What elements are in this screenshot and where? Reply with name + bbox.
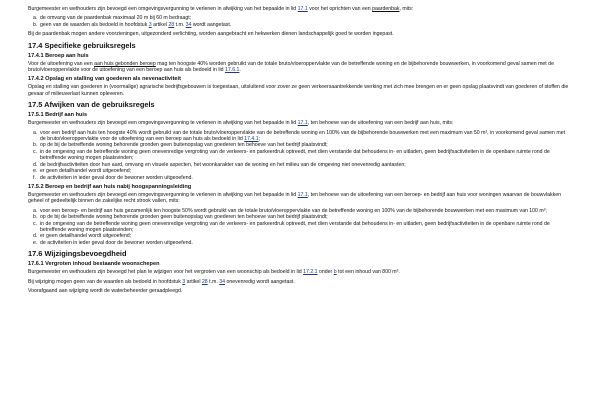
list-marker: b.	[33, 21, 38, 28]
list-marker: a.	[33, 129, 38, 136]
chapter-link[interactable]: 3	[182, 278, 186, 285]
list-text: in de omgeving van de betreffende woning geen onevenredige vergroting van de verkeers- en parkeerdruk optreedt, met dien verstande dat behoudens in- en uitladen, geen bedrijfsactiviteiten in de openbare ruimte rond de betreffende woning mogen plaatsvinden;	[40, 148, 550, 162]
list-text: de activiteiten in ieder geval door de bewoner worden uitgeoefend.	[40, 174, 193, 181]
conditions-list	[28, 15, 570, 28]
section-heading: 17.4 Specifieke gebruiksregels	[28, 40, 136, 50]
text-run: Burgemeester en wethouders zijn bevoegd een omgevingsvergunning te verlenen in afwijking van het bepaalde in lid	[28, 191, 298, 198]
text-run: t.m.	[207, 278, 220, 285]
paragraph: Voorafgaand aan wijziging wordt de waterbeheerder geraadpleegd.	[28, 287, 183, 294]
article-link[interactable]: 17.4.1	[244, 136, 259, 143]
section-heading: 17.6 Wijzigingsbevoegdheid	[28, 249, 127, 259]
subsection-heading: 17.4.2 Opslag en stalling van goederen als nevenactiviteit	[28, 76, 181, 83]
text-run: geen van de waarden als bedoeld in hoofdstuk	[40, 21, 149, 28]
list-text	[40, 130, 570, 143]
text-run: wordt aangetast.	[191, 21, 232, 28]
text-run: .	[239, 67, 241, 74]
list-marker: d.	[33, 233, 38, 240]
list-item	[28, 221, 570, 234]
article-link[interactable]: 28	[201, 278, 208, 285]
text-run: onder	[317, 269, 334, 276]
text-run: mag ten hoogste 40% worden gebruikt van de totale bruto/vloeroppervlakte van de betreffende woning en de bijbehorende bouwwerken, in voorkomend geval samen met de bruto/vloeroppervlakte voor de uitoefening van een beroep aan huis als bedoeld in lid	[28, 60, 554, 74]
text-run: ;	[258, 136, 261, 143]
list-marker: c.	[33, 148, 38, 155]
paragraph	[28, 269, 570, 275]
list-marker: b.	[33, 142, 38, 149]
defined-term: paardenbak	[372, 6, 400, 12]
defined-term: aan huis gebonden beroep	[94, 60, 156, 67]
text-run: tot een inhoud van 800 m³.	[336, 269, 400, 276]
list-marker: e.	[33, 168, 38, 175]
article-link[interactable]: 17.6.1	[224, 67, 240, 74]
chapter-link[interactable]: 3	[148, 21, 152, 28]
subsection-heading: 17.4.1 Beroep aan huis	[28, 52, 89, 59]
text-run: Bij wijziging mogen geen van de waarden als bedoeld in hoofdstuk	[28, 278, 183, 285]
text-run: artikel	[151, 21, 169, 28]
list-text: voor een beroep- en bedrijf aan huis gezamenlijk ten hoogste 50% wordt gebruikt van de totale bruto/vloeroppervlakte van de betreffende woning en 100% van de bijbehorende bouwwerken met een maximum van 100 m²;	[40, 207, 547, 214]
list-marker: b.	[33, 214, 38, 221]
list-marker: f.	[33, 174, 36, 181]
text-run: Burgemeester en wethouders zijn bevoegd een omgevingsvergunning te verlenen in afwijking van het bepaalde in lid	[28, 6, 298, 12]
text-run: t.m.	[174, 21, 186, 28]
list-text: er geen detailhandel wordt uitgeoefend;	[40, 233, 132, 240]
list-item	[28, 175, 570, 181]
conditions-list	[28, 130, 570, 181]
subsection-heading: 17.5.2 Beroep en bedrijf aan huis nabij hoogspanningsleiding	[28, 183, 192, 190]
paragraph	[28, 61, 570, 74]
list-marker: d.	[33, 161, 38, 168]
list-item	[28, 22, 570, 28]
paragraph	[28, 279, 570, 285]
article-link[interactable]: 28	[168, 21, 175, 28]
text-run: artikel	[185, 278, 202, 285]
article-link[interactable]: 17.2.1	[303, 269, 318, 276]
article-link[interactable]: 34	[185, 21, 192, 28]
paragraph	[28, 120, 570, 126]
text-run: , ten behoeve van de uitoefening van een bedrijf aan huis, mits:	[307, 120, 454, 127]
intro-paragraph	[28, 6, 570, 12]
article-link[interactable]: 17.1	[297, 191, 308, 198]
list-text: de activiteiten in ieder geval door de bewoner worden uitgeoefend.	[40, 239, 193, 246]
subsection-heading: 17.5.1 Bedrijf aan huis	[28, 112, 88, 119]
list-item	[28, 149, 570, 162]
list-text: op de bij de betreffende woning behorende gronden geen buitenopslag van goederen ten behoeve van het bedrijf plaatsvindt;	[40, 214, 328, 221]
list-text: er geen detailhandel wordt uitgeoefend;	[40, 168, 132, 175]
text-run: voor een bedrijf aan huis ten hoogste 40% wordt gebruikt van de totale bruto/vloeroppervlakte van de betreffende woning en 100% van de bijbehorende bouwwerken met een maximum van 50 m², in voorkomend geval samen met de bruto/vloeroppervlakte voor de uitoefening van een beroep aan huis als bedoeld in lid	[40, 129, 566, 143]
list-marker: a.	[33, 15, 38, 22]
section-heading: 17.5 Afwijken van de gebruiksregels	[28, 100, 155, 110]
list-marker: a.	[33, 207, 38, 214]
text-run: , mits:	[399, 6, 414, 12]
list-marker: c.	[33, 220, 38, 227]
list-text: in de omgeving van de betreffende woning geen onevenredige vergroting van de verkeers- en parkeerdruk optreedt, met dien verstande dat behoudens in- en uitladen, geen bedrijfsactiviteiten in de openbare ruimte rond de betreffende woning mogen plaatsvinden;	[40, 220, 550, 233]
article-link[interactable]: b	[333, 269, 337, 276]
list-text	[40, 22, 570, 28]
paragraph	[28, 192, 570, 205]
article-link[interactable]: 17.1	[297, 6, 308, 12]
article-link[interactable]: 17.1	[297, 120, 308, 127]
list-text: op de bij de betreffende woning behorende gronden geen buitenopslag van goederen ten behoeve van het bedrijf plaatsvindt;	[40, 142, 328, 149]
text-run: , ten behoeve van de uitoefening van een beroep- en bedrijf aan huis voor woningen waarvan de bouwvlakken geheel of gedeeltelijk binnen de zakelijke recht strook vallen, mits:	[28, 191, 561, 205]
text-run: Voor de uitoefening van een	[28, 60, 95, 67]
list-item	[28, 130, 570, 143]
list-text: de omvang van de paardenbak maximaal 20 m bij 60 m bedraagt;	[40, 15, 192, 22]
article-link[interactable]: 34	[219, 278, 226, 285]
list-marker: e.	[33, 239, 38, 246]
text-run: onevenredig wordt aangetast.	[225, 278, 295, 285]
list-text: de bedrijfsactiviteiten door hun aard, omvang en visuele aspecten, het woonkarakter van de woning en het milieu van de omgeving niet onevenredig aantasten;	[40, 161, 406, 168]
text-run: voor het oprichten van een	[307, 6, 373, 12]
paragraph: Opslag en stalling van goederen in (voormalige) agrarische bedrijfsgebouwen is toegestaan, uitsluitend voor zover ze geen verkeersaantrekkende werking met zich mee brengen en er geen opslag plaatsvindt van goederen of stoffen die gevaar of milieuverlast kunnen opleveren.	[28, 84, 569, 97]
text-run: Burgemeester en wethouders zijn bevoegd een omgevingsvergunning te verlenen in afwijking van het bepaalde in lid	[28, 120, 298, 127]
text-run: Burgemeester en wethouders zijn bevoegd het plan te wijzigen voor het vergroten van een woonschip als bedoeld in lid	[28, 269, 304, 276]
subsection-heading: 17.6.1 Vergroten inhoud bestaande woonschepen	[28, 261, 160, 268]
paragraph: Bij de paardenbak mogen andere voorzieningen, uitgezonderd verlichting, worden aangebracht en hekwerken dienen landschappelijk goed te worden ingepast.	[28, 31, 394, 38]
conditions-list	[28, 208, 570, 246]
list-item	[28, 240, 570, 246]
